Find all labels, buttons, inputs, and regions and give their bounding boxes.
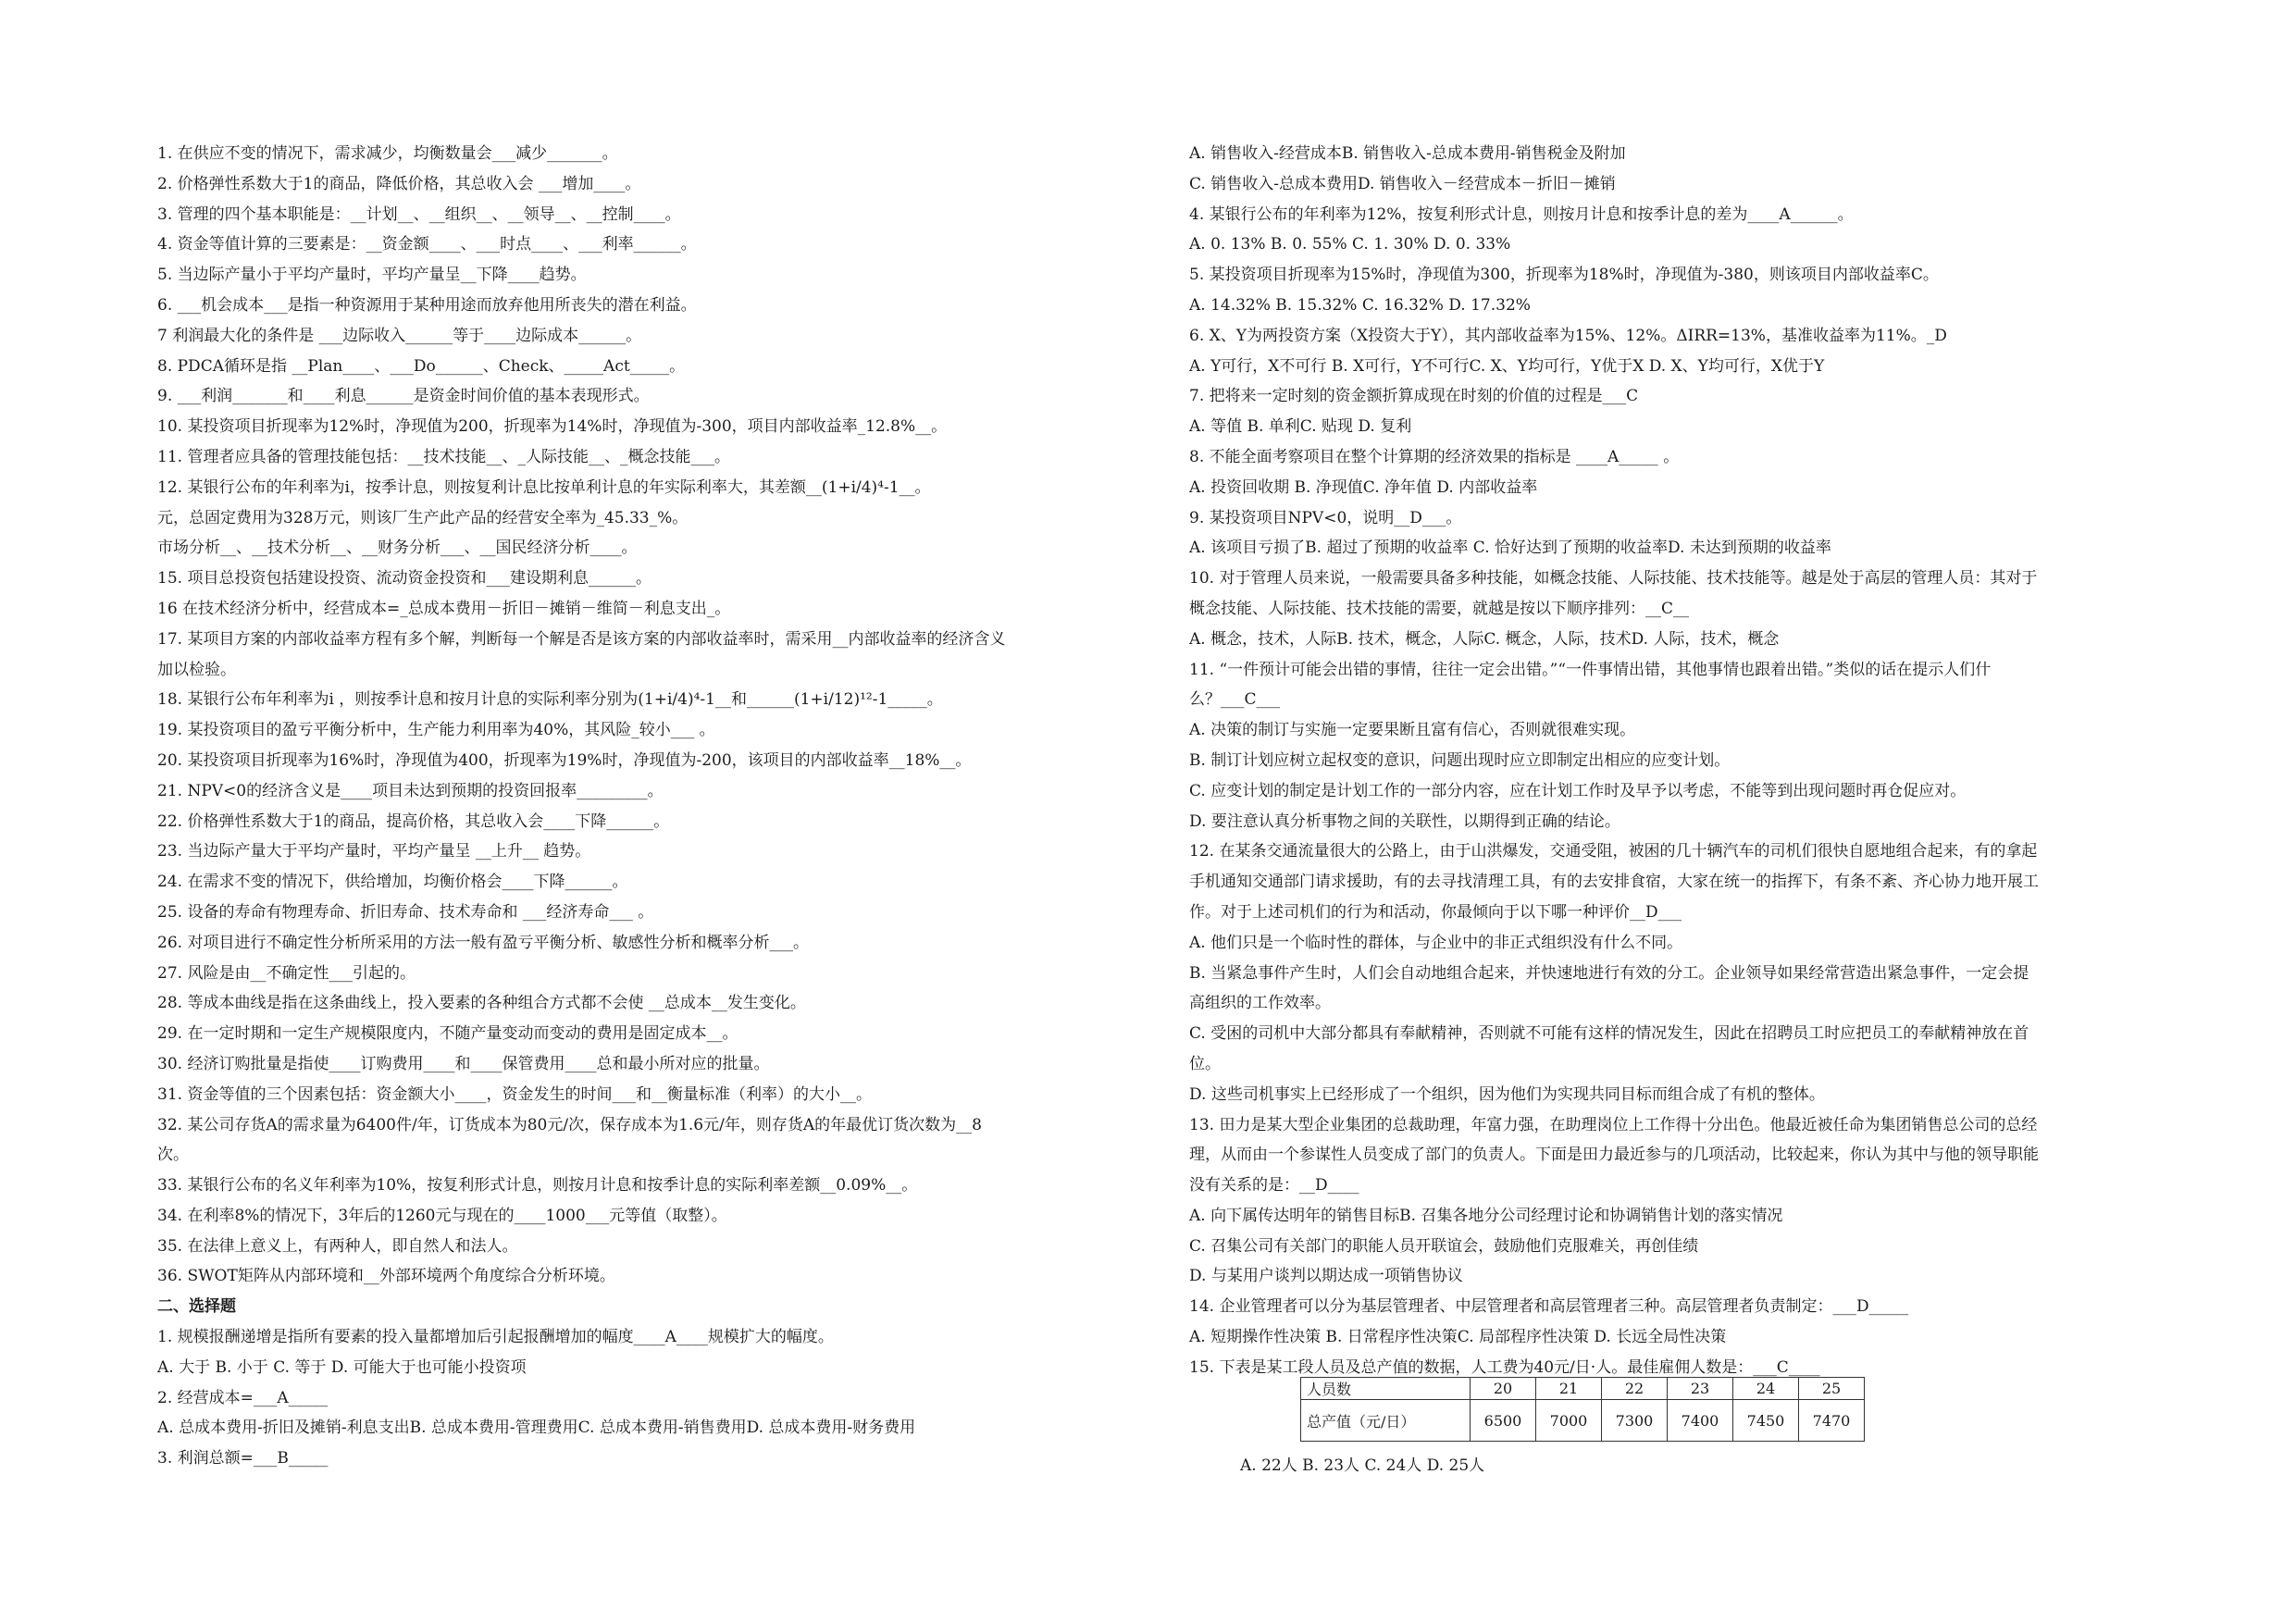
- right-column: [1189, 139, 2193, 1383]
- question-line: 没有关系的是：__D____: [1189, 1176, 1359, 1196]
- table-header-cell: 25: [1799, 1378, 1865, 1400]
- question-line: 17. 某项目方案的内部收益率方程有多个解，判断每一个解是否是该方案的内部收益率时，需采用__内部收益率的经济含义: [157, 629, 1006, 649]
- question-line: A. 销售收入-经营成本B. 销售收入-总成本费用-销售税金及附加: [1189, 144, 1626, 163]
- table-answer-options: A. 22人 B. 23人 C. 24人 D. 25人: [1240, 1456, 1485, 1475]
- question-line: 16 在技术经济分析中，经营成本=_总成本费用－折旧－摊销－维简－利息支出_。: [157, 599, 731, 618]
- question-line: A. 14.32% B. 15.32% C. 16.32% D. 17.32%: [1189, 295, 1531, 315]
- question-line: 11. 管理者应具备的管理技能包括：__技术技能__、_人际技能__、_概念技能___。: [157, 447, 730, 466]
- question-line: 34. 在利率8%的情况下，3年后的1260元与现在的____1000___元等值（取整）。: [157, 1206, 727, 1225]
- question-line: 3. 管理的四个基本职能是：__计划__、__组织__、__领导__、__控制____。: [157, 204, 681, 224]
- table-header-cell: 21: [1536, 1378, 1602, 1400]
- question-line: 14. 企业管理者可以分为基层管理者、中层管理者和高层管理者三种。高层管理者负责制定：___D_____: [1189, 1297, 1909, 1317]
- question-line: 21. NPV<0的经济含义是____项目未达到预期的投资回报率_________。: [157, 781, 664, 800]
- table-header-row: [1301, 1378, 1865, 1400]
- table-cell: 7400: [1668, 1400, 1733, 1442]
- question-line: 15. 项目总投资包括建设投资、流动资金投资和___建设期利息______。: [157, 569, 652, 588]
- question-line: 24. 在需求不变的情况下，供给增加，均衡价格会____下降______。: [157, 873, 628, 892]
- question-line: 12. 在某条交通流量很大的公路上，由于山洪爆发，交通受阻，被困的几十辆汽车的司机们很快自愿地组合起来，有的拿起: [1189, 842, 2038, 861]
- question-line: A. 概念，技术，人际B. 技术，概念，人际C. 概念，人际，技术D. 人际，技术，概念: [1189, 629, 1780, 649]
- table-cell: 7300: [1602, 1400, 1668, 1442]
- question-line: A. 投资回收期 B. 净现值C. 净年值 D. 内部收益率: [1189, 477, 1538, 497]
- question-line: 13. 田力是某大型企业集团的总裁助理，年富力强，在助理岗位上工作得十分出色。他最近被任命为集团销售总公司的总经: [1189, 1115, 2038, 1134]
- question-line: 31. 资金等值的三个因素包括：资金额大小____，资金发生的时间___和__衡量标准（利率）的大小__。: [157, 1084, 872, 1104]
- question-line: 28. 等成本曲线是指在这条曲线上，投入要素的各种组合方式都不会使 __总成本__发生变化。: [157, 994, 806, 1013]
- question-line: 市场分析__、__技术分析__、__财务分析___、__国民经济分析____。: [157, 539, 638, 558]
- question-line: 25. 设备的寿命有物理寿命、折旧寿命、技术寿命和 ___经济寿命___ 。: [157, 902, 654, 922]
- question-line: C. 销售收入-总成本费用D. 销售收入－经营成本－折旧－摊销: [1189, 174, 1616, 193]
- staffing-output-table: [1300, 1377, 1865, 1442]
- question-line: 6. ___机会成本___是指一种资源用于某种用途而放弃他用所丧失的潜在利益。: [157, 295, 697, 315]
- question-line: C. 召集公司有关部门的职能人员开联谊会，鼓励他们克服难关，再创佳绩: [1189, 1236, 1699, 1256]
- table-header-cell: 22: [1602, 1378, 1668, 1400]
- question-line: 20. 某投资项目折现率为16%时，净现值为400，折现率为19%时，净现值为-200，该项目的内部收益率__18%__。: [157, 750, 972, 770]
- table-header-cell: 24: [1733, 1378, 1799, 1400]
- question-line: 加以检验。: [157, 660, 236, 679]
- question-line: 5. 某投资项目折现率为15%时，净现值为300，折现率为18%时，净现值为-380，则该项目内部收益率C。: [1189, 266, 1939, 285]
- table-cell: 7450: [1733, 1400, 1799, 1442]
- question-line: 18. 某银行公布年利率为i ，则按季计息和按月计息的实际利率分别为(1+i/4)⁴-1__和______(1+i/12)¹²-1_____。: [157, 690, 943, 710]
- left-column: [157, 139, 1166, 1474]
- question-line: 1. 规模报酬递增是指所有要素的投入量都增加后引起报酬增加的幅度____A____规模扩大的幅度。: [157, 1328, 834, 1347]
- question-line: 33. 某银行公布的名义年利率为10%，按复利形式计息，则按月计息和按季计息的实际利率差额__0.09%__。: [157, 1176, 918, 1196]
- question-line: 元，总固定费用为328万元，则该厂生产此产品的经营安全率为_45.33_%。: [157, 508, 689, 527]
- question-line: 4. 资金等值计算的三要素是：__资金额____、___时点____、___利率______。: [157, 235, 697, 254]
- question-line: 26. 对项目进行不确定性分析所采用的方法一般有盈亏平衡分析、敏感性分析和概率分析___。: [157, 933, 809, 952]
- question-line: A. 大于 B. 小于 C. 等于 D. 可能大于也可能小投资项: [157, 1357, 527, 1377]
- question-line: 22. 价格弹性系数大于1的商品，提高价格，其总收入会____下降______。: [157, 812, 670, 831]
- question-line: 15. 下表是某工段人员及总产值的数据，人工费为40元/日·人。最佳雇佣人数是：___C____: [1189, 1357, 1820, 1377]
- question-line: 12. 某银行公布的年利率为i，按季计息，则按复利计息比按单利计息的年实际利率大，其差额__(1+i/4)⁴-1__。: [157, 477, 931, 497]
- question-line: 9. ___利润_______和____利息______是资金时间价值的基本表现形式。: [157, 387, 650, 406]
- question-line: A. 他们只是一个临时性的群体，与企业中的非正式组织没有什么不同。: [1189, 933, 1683, 952]
- table-cell: 7470: [1799, 1400, 1865, 1442]
- question-line: B. 制订计划应树立起权变的意识，问题出现时应立即制定出相应的应变计划。: [1189, 750, 1731, 770]
- question-line: 高组织的工作效率。: [1189, 994, 1331, 1013]
- question-line: 10. 某投资项目折现率为12%时，净现值为200，折现率为14%时，净现值为-300，项目内部收益率_12.8%__。: [157, 417, 948, 437]
- question-line: A. 等值 B. 单利C. 贴现 D. 复利: [1189, 417, 1412, 437]
- question-line: A. 总成本费用-折旧及摊销-利息支出B. 总成本费用-管理费用C. 总成本费用-销售费用D. 总成本费用-财务费用: [157, 1419, 916, 1438]
- question-line: D. 这些司机事实上已经形成了一个组织，因为他们为实现共同目标而组合成了有机的整体。: [1189, 1084, 1825, 1104]
- question-line: A. 0. 13% B. 0. 55% C. 1. 30% D. 0. 33%: [1189, 235, 1511, 254]
- question-line: C. 受困的司机中大部分都具有奉献精神，否则就不可能有这样的情况发生，因此在招聘员工时应把员工的奉献精神放在首: [1189, 1024, 2029, 1044]
- section-heading: 二、选择题: [157, 1297, 236, 1317]
- question-line: A. 短期操作性决策 B. 日常程序性决策C. 局部程序性决策 D. 长远全局性决策: [1189, 1328, 1727, 1347]
- question-line: 8. PDCA循环是指 __Plan____、___Do______、Check、_____Act_____。: [157, 356, 686, 376]
- question-line: 概念技能、人际技能、技术技能的需要，就越是按以下顺序排列：__C__: [1189, 599, 1690, 618]
- question-line: 23. 当边际产量大于平均产量时，平均产量呈 __上升__ 趋势。: [157, 842, 591, 861]
- question-line: 2. 经营成本=___A_____: [157, 1388, 329, 1407]
- table-header-cell: 人员数: [1301, 1378, 1471, 1400]
- question-line: A. 向下属传达明年的销售目标B. 召集各地分公司经理讨论和协调销售计划的落实情况: [1189, 1206, 1783, 1225]
- question-line: 作。对于上述司机们的行为和活动，你最倾向于以下哪一种评价__D___: [1189, 902, 1682, 922]
- question-line: 5. 当边际产量小于平均产量时，平均产量呈__下降____趋势。: [157, 266, 587, 285]
- question-line: 9. 某投资项目NPV<0，说明__D___。: [1189, 508, 1462, 527]
- table-cell: 总产值（元/日）: [1301, 1400, 1471, 1442]
- question-line: 3. 利润总额=___B_____: [157, 1449, 329, 1468]
- question-line: A. Y可行，X不可行 B. X可行，Y不可行C. X、Y均可行，Y优于X D. X、Y均可行，X优于Y: [1189, 356, 1825, 376]
- question-line: 27. 风险是由__不确定性___引起的。: [157, 963, 416, 983]
- question-line: A. 决策的制订与实施一定要果断且富有信心，否则就很难实现。: [1189, 721, 1636, 740]
- question-line: 7. 把将来一定时刻的资金额折算成现在时刻的价值的过程是___C: [1189, 387, 1639, 406]
- question-line: C. 应变计划的制定是计划工作的一部分内容，应在计划工作时及早予以考虑，不能等到出现问题时再仓促应对。: [1189, 781, 1967, 800]
- question-line: 手机通知交通部门请求援助，有的去寻找清理工具，有的去安排食宿，大家在统一的指挥下，有条不紊、齐心协力地开展工: [1189, 873, 2039, 892]
- question-line: 30. 经济订购批量是指使____订购费用____和____保管费用____总和最小所对应的批量。: [157, 1054, 770, 1073]
- table-cell: 7000: [1536, 1400, 1602, 1442]
- table-cell: 6500: [1471, 1400, 1536, 1442]
- question-line: 35. 在法律上意义上，有两种人，即自然人和法人。: [157, 1236, 518, 1256]
- question-line: 36. SWOT矩阵从内部环境和__外部环境两个角度综合分析环境。: [157, 1267, 615, 1286]
- question-line: D. 要注意认真分析事物之间的关联性，以期得到正确的结论。: [1189, 812, 1620, 831]
- table-header-cell: 20: [1471, 1378, 1536, 1400]
- question-line: 1. 在供应不变的情况下，需求减少，均衡数量会___减少_______。: [157, 144, 618, 163]
- table-header-cell: 23: [1668, 1378, 1733, 1400]
- question-line: 32. 某公司存货A的需求量为6400件/年，订货成本为80元/次，保存成本为1.6元/年，则存货A的年最优订货次数为__8: [157, 1115, 982, 1134]
- table-row: [1301, 1400, 1865, 1442]
- question-line: B. 当紧急事件产生时，人们会自动地组合起来，并快速地进行有效的分工。企业领导如果经常营造出紧急事件，一定会提: [1189, 963, 2029, 983]
- question-line: 理，从而由一个参谋性人员变成了部门的负责人。下面是田力最近参与的几项活动，比较起来，你认为其中与他的领导职能: [1189, 1146, 2039, 1165]
- question-line: 29. 在一定时期和一定生产规模限度内，不随产量变动而变动的费用是固定成本__。: [157, 1024, 738, 1044]
- question-line: 6. X、Y为两投资方案（X投资大于Y），其内部收益率为15%、12%。ΔIRR=13%，基准收益率为11%。_D: [1189, 326, 1947, 345]
- question-line: 11. “一件预计可能会出错的事情，往往一定会出错。”“一件事情出错，其他事情也跟着出错。”类似的话在提示人们什: [1189, 660, 1992, 679]
- question-line: 2. 价格弹性系数大于1的商品，降低价格，其总收入会 ___增加____。: [157, 174, 641, 193]
- question-line: 4. 某银行公布的年利率为12%，按复利形式计息，则按月计息和按季计息的差为____A______。: [1189, 204, 1854, 224]
- question-line: 么？___C___: [1189, 690, 1281, 710]
- question-line: 7 利润最大化的条件是 ___边际收入______等于____边际成本______。: [157, 326, 642, 345]
- question-line: 位。: [1189, 1054, 1221, 1073]
- question-line: 8. 不能全面考察项目在整个计算期的经济效果的指标是 ____A_____ 。: [1189, 447, 1680, 466]
- question-line: 10. 对于管理人员来说，一般需要具备多种技能，如概念技能、人际技能、技术技能等。越是处于高层的管理人员：其对于: [1189, 569, 2038, 588]
- question-line: 19. 某投资项目的盈亏平衡分析中，生产能力利用率为40%，其风险_较小___ 。: [157, 721, 715, 740]
- question-line: A. 该项目亏损了B. 超过了预期的收益率 C. 恰好达到了预期的收益率D. 未达到预期的收益率: [1189, 539, 1831, 558]
- question-line: 次。: [157, 1146, 189, 1165]
- question-line: D. 与某用户谈判以期达成一项销售协议: [1189, 1267, 1463, 1286]
